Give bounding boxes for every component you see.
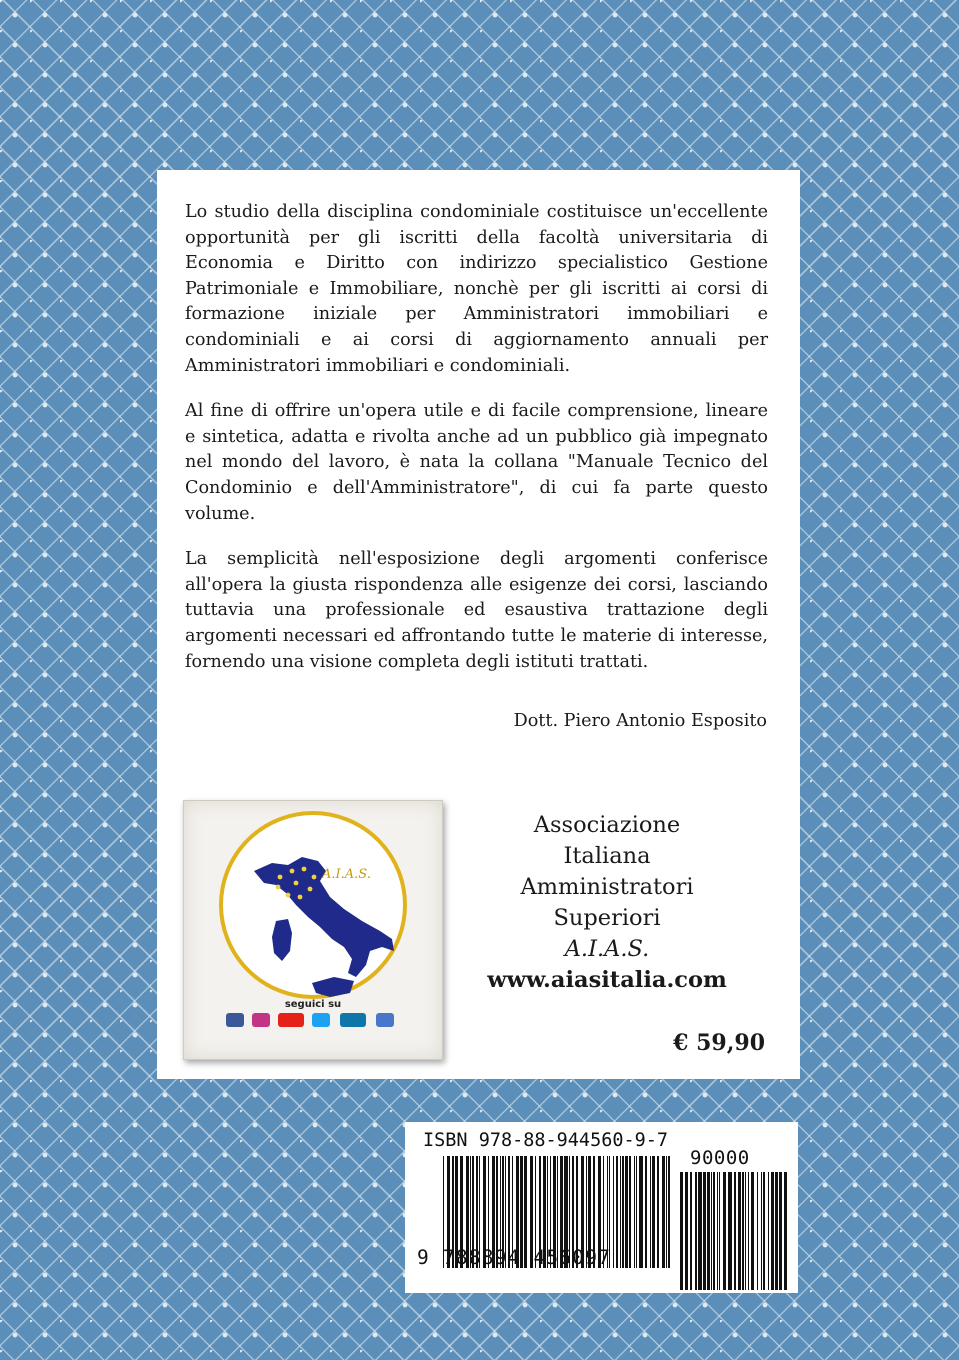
follow-label: seguici su <box>284 999 342 1010</box>
barcode-bar <box>666 1156 667 1268</box>
barcode-bar <box>650 1156 651 1268</box>
social-icons-row <box>226 1013 402 1037</box>
facebook-icon <box>226 1013 244 1027</box>
barcode-bar <box>703 1172 706 1290</box>
barcode-bar <box>668 1156 670 1268</box>
barcode-bar <box>680 1172 683 1290</box>
barcode-bar <box>717 1172 718 1290</box>
description-paragraph-1: Lo studio della disciplina condominiale costituisce un'eccellente opportunità per gli iscritti della facoltà universitaria di Economia e Diritto con indirizzo specialistico Gestione Patrimoniale e Immobiliare, nonchè per gli iscritti ai corsi di formazione iniziale per Amministratori immobiliari e condominiali e ai corsi di aggiornamento annuali per Amministratori immobiliari e condominiali. <box>185 202 768 376</box>
logo-initials: A.I.A.S. <box>322 867 371 882</box>
youtube-icon <box>278 1013 304 1027</box>
barcode-bar <box>768 1172 769 1290</box>
barcode-bar <box>685 1172 688 1290</box>
barcode-bar <box>748 1172 749 1290</box>
barcode-bar <box>645 1156 647 1268</box>
linkedin-icon <box>340 1013 366 1027</box>
twitter-icon <box>312 1013 330 1027</box>
association-line-1: Associazione <box>533 812 681 838</box>
description-paragraph-3: La semplicità nell'esposizione degli argomenti conferisce all'opera la giusta rispondenza alle esigenze dei corsi, lasciando tuttavia una professionale ed esaustiva trattazione degli argomenti necessari ed affrontando tutte le materie di interesse, fornendo una visione completa degli istituti trattati. <box>185 549 768 672</box>
barcode-bar <box>698 1172 702 1290</box>
google-my-business-icon <box>376 1013 394 1027</box>
aias-logo-tile <box>183 800 443 1060</box>
barcode-bar <box>713 1172 715 1290</box>
association-line-2: Italiana <box>563 843 651 869</box>
barcode-bar <box>636 1156 637 1268</box>
barcode-bar <box>723 1172 726 1290</box>
barcode-bar <box>690 1172 692 1290</box>
barcode-bar <box>745 1172 746 1290</box>
barcode-bar <box>734 1172 736 1290</box>
barcode-bar <box>629 1156 631 1268</box>
barcode-bar <box>779 1172 782 1290</box>
barcode-bar <box>761 1172 762 1290</box>
barcode-bar <box>738 1172 741 1290</box>
barcode-bar <box>613 1156 614 1268</box>
barcode-bar <box>657 1156 659 1268</box>
barcode-bar <box>695 1172 697 1290</box>
description-paragraph-2: Al fine di offrire un'opera utile e di facile comprensione, lineare e sintetica, adatta e rivolta anche ad un pubblico già impegnato nel mondo del lavoro, è nata la collana "Manuale Tecnico del Condominio e dell'Amministratore", di cui fa parte questo volume. <box>185 401 768 524</box>
barcode-bar <box>728 1172 732 1290</box>
instagram-icon <box>252 1013 270 1027</box>
barcode-bar <box>784 1172 787 1290</box>
barcode-bar <box>625 1156 628 1268</box>
association-line-4: Superiori <box>553 905 661 931</box>
barcode-bar <box>652 1156 655 1268</box>
association-acronym: A.I.A.S. <box>564 936 650 962</box>
isbn-label: ISBN 978-88-944560-9-7 <box>423 1130 669 1151</box>
barcode-bar <box>634 1156 635 1268</box>
association-website-link[interactable]: www.aiasitalia.com <box>487 967 727 993</box>
barcode-addon: 90000 <box>690 1147 750 1169</box>
barcode-bar <box>757 1172 758 1290</box>
barcode-bar <box>616 1156 618 1268</box>
barcode-bar <box>719 1172 720 1290</box>
description-text <box>185 200 768 695</box>
barcode-bar <box>622 1156 624 1268</box>
association-block <box>477 810 737 996</box>
association-line-3: Amministratori <box>520 874 694 900</box>
barcode-bar <box>742 1172 744 1290</box>
barcode-bar <box>707 1172 710 1290</box>
author-signature: Dott. Piero Antonio Esposito <box>513 711 767 731</box>
content-panel <box>157 170 800 1079</box>
price-label: € 59,90 <box>673 1030 765 1056</box>
barcode-bar <box>775 1172 778 1290</box>
barcode-bar <box>751 1172 754 1290</box>
barcode-panel <box>405 1122 798 1293</box>
barcode-bar <box>620 1156 621 1268</box>
barcode-bar <box>662 1156 665 1268</box>
barcode-bar <box>763 1172 765 1290</box>
ean-digits: 9 788894 456097 <box>417 1246 612 1269</box>
barcode-bar <box>711 1172 712 1290</box>
barcode-bar <box>771 1172 774 1290</box>
barcode-bar <box>639 1156 643 1268</box>
